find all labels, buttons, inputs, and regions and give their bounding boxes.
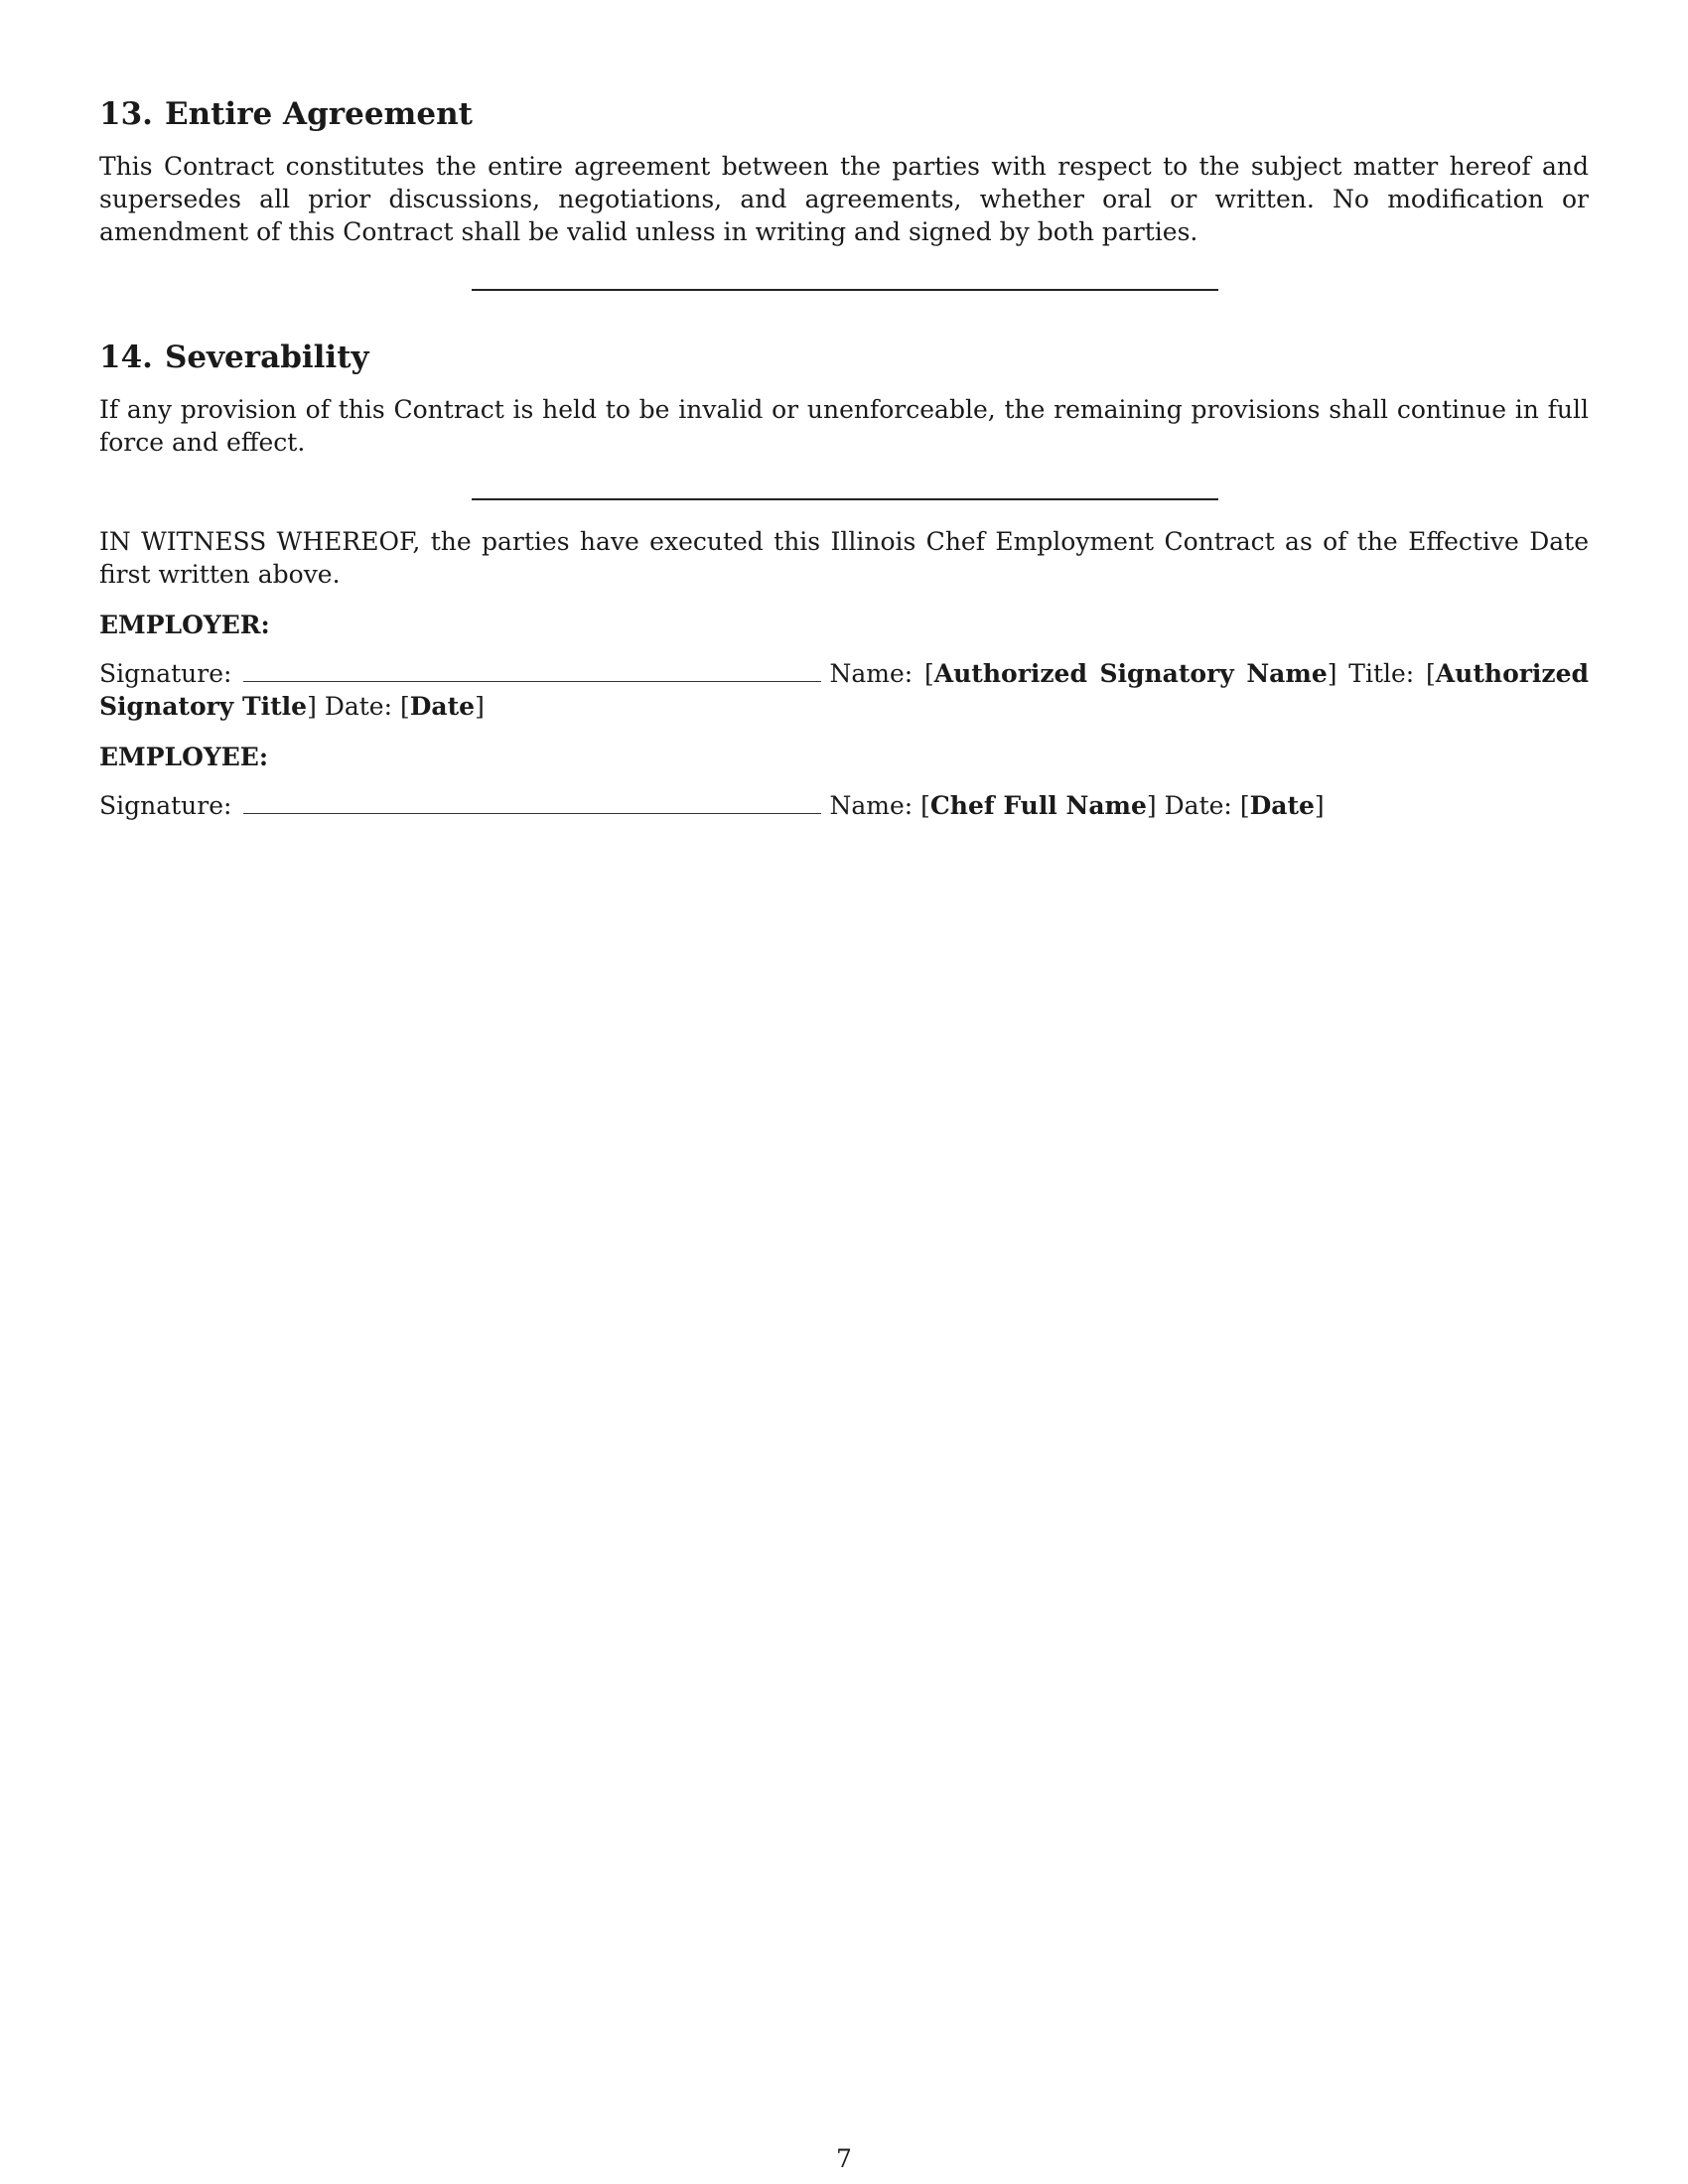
employee-label: EMPLOYEE:: [99, 743, 269, 771]
document-page: [99, 0, 1589, 2184]
witness-clause: IN WITNESS WHEREOF, the parties have executed this Illinois Chef Employment Contract as of the Effective Date first written above.: [99, 527, 1589, 589]
section-divider: [472, 498, 1218, 500]
employer-title-value: [Authorized Signatory Title]: [99, 659, 1590, 721]
employer-signature-block: [99, 657, 1589, 723]
employer-date-value: [Date]: [399, 692, 485, 721]
employer-signature-label: Signature:: [99, 659, 232, 688]
employee-name-value: [Chef Full Name]: [920, 791, 1157, 820]
employee-signature-block: [99, 789, 1589, 822]
employer-label: EMPLOYER:: [99, 611, 270, 639]
section-divider: [472, 289, 1218, 291]
section-14-title: Severability: [164, 340, 369, 375]
employer-name-label: Name:: [829, 659, 914, 688]
employer-title-label: Title:: [1348, 659, 1415, 688]
section-13-body: This Contract constitutes the entire agreement between the parties with respect to the subject matter hereof and supersedes all prior discussions, negotiations, and agreements, whether oral or written. No modification or amendment of this Contract shall be valid unless in writing and signed by both parties.: [99, 152, 1589, 246]
employer-name-value: [Authorized Signatory Name]: [923, 659, 1337, 688]
section-13-number: 13.: [99, 96, 153, 132]
page-number: 7: [836, 2144, 852, 2173]
employee-date-label: Date:: [1164, 791, 1232, 820]
employee-date-value: [Date]: [1239, 791, 1325, 820]
section-14-body: If any provision of this Contract is held to be invalid or unenforceable, the remaining provisions shall continue in full force and effect.: [99, 395, 1589, 457]
employer-signature-field[interactable]: [243, 659, 821, 682]
section-13-heading: [99, 94, 473, 134]
section-14-heading: [99, 338, 369, 377]
employer-date-label: Date:: [324, 692, 393, 721]
employee-signature-field[interactable]: [243, 791, 821, 814]
employee-signature-label: Signature:: [99, 791, 232, 820]
employee-name-label: Name:: [829, 791, 914, 820]
section-14-number: 14.: [99, 340, 153, 375]
section-13-title: Entire Agreement: [164, 96, 473, 132]
